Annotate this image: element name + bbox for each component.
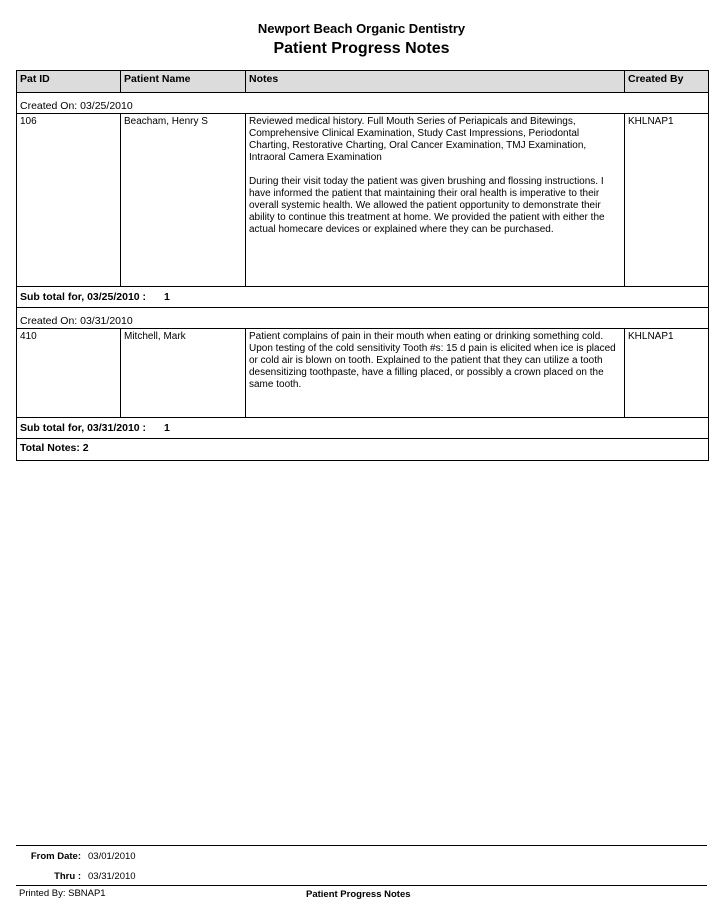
subtotal-count: 1 xyxy=(163,291,170,303)
table-row xyxy=(17,329,708,418)
created-on-label: Created On: xyxy=(20,315,78,327)
printed-by: Printed By: SBNAP1 xyxy=(19,888,106,899)
total-notes-row: Total Notes: 2 xyxy=(20,442,89,454)
created-on-date: 03/31/2010 xyxy=(80,315,133,327)
note-paragraph: Reviewed medical history. Full Mouth Series of Periapicals and Bitewings, Comprehensive Clinical Examination, Study Cast Impressions, Periodontal Charting, Restorative Charting, Oral Cancer Examination, TMJ Examination, Intraoral Camera Examination xyxy=(249,116,587,163)
footer-divider-bottom xyxy=(16,885,707,886)
table-row xyxy=(17,114,708,287)
patient-name-cell: Mitchell, Mark xyxy=(121,329,246,417)
notes-cell xyxy=(246,114,625,286)
from-date-value: 03/01/2010 xyxy=(88,851,136,862)
pat-id-cell: 106 xyxy=(17,114,121,286)
notes-cell xyxy=(246,329,625,417)
note-paragraph: Patient complains of pain in their mouth when eating or drinking something cold. Upon testing of the cold sensitivity Tooth #s: 15 d pain is elicited when ice is placed or cold air is blown on tooth. Explained to the patient that they can utilize a tooth desensitizing toothpaste, have a filling placed, or possibly a crown placed on the same tooth. xyxy=(249,331,616,390)
subtotal-count: 1 xyxy=(163,422,170,434)
footer-divider-top xyxy=(16,845,707,846)
group-header xyxy=(17,308,708,329)
thru-date-value: 03/31/2010 xyxy=(88,871,136,882)
table-header-row xyxy=(17,71,708,93)
subtotal-row xyxy=(17,418,708,439)
column-header-pat-id: Pat ID xyxy=(17,71,121,92)
note-paragraph: During their visit today the patient was given brushing and flossing instructions. I have informed the patient that maintaining their oral health is imperative to their overall systemic health. We allowed the patient opportunity to demonstrate their ability to continue this treatment at home. We provided the patient with either the actual homecare devices or explained where they can be purchased. xyxy=(249,176,605,235)
notes-table xyxy=(16,70,709,461)
column-header-created-by: Created By xyxy=(628,73,684,85)
thru-date-label: Thru : xyxy=(54,871,81,882)
patient-name-cell: Beacham, Henry S xyxy=(121,114,246,286)
subtotal-label: Sub total for, 03/25/2010 : xyxy=(20,291,147,303)
pat-id-cell: 410 xyxy=(17,329,121,417)
report-title: Patient Progress Notes xyxy=(273,40,450,57)
column-header-patient-name: Patient Name xyxy=(121,71,246,92)
footer-report-title: Patient Progress Notes xyxy=(306,889,411,900)
created-on-date: 03/25/2010 xyxy=(80,100,133,112)
group-header xyxy=(17,93,708,114)
from-date-label: From Date: xyxy=(30,851,81,862)
created-by-cell: KHLNAP1 xyxy=(628,116,674,127)
subtotal-row xyxy=(17,287,708,308)
created-by-cell: KHLNAP1 xyxy=(628,331,674,342)
organization-name: Newport Beach Organic Dentistry xyxy=(257,21,466,36)
column-header-notes: Notes xyxy=(246,71,625,92)
created-on-label: Created On: xyxy=(20,100,78,112)
subtotal-label: Sub total for, 03/31/2010 : xyxy=(20,422,147,434)
